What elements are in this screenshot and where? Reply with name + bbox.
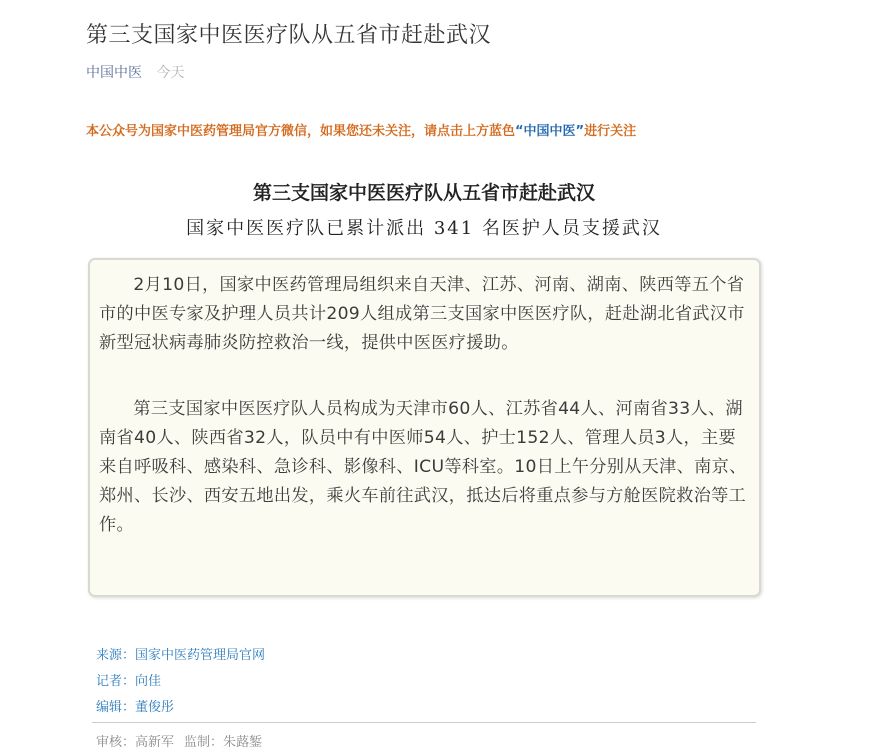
article-subheading: 国家中医医疗队已累计派出 341 名医护人员支援武汉	[186, 218, 662, 239]
footer-credits	[96, 731, 262, 750]
credit-source: 来源：国家中医药管理局官网	[96, 648, 266, 663]
paragraph: 2月10日，国家中医药管理局组织来自天津、江苏、河南、湖南、陕西等五个省市的中医专家及护理人员共计209人组成第三支国家中医医疗队，赶赴湖北省武汉市新型冠状病毒肺炎防控救治一线，提供中医医疗援助。	[99, 275, 745, 353]
article-title: 第三支国家中医医疗队从五省市赶赴武汉	[86, 23, 492, 48]
notice-account-highlight: “中国中医”	[515, 124, 585, 139]
credit-reporter: 记者：向佳	[96, 674, 162, 689]
article-meta	[86, 62, 184, 82]
publish-date: 今天	[156, 65, 185, 81]
content-box	[88, 258, 761, 597]
account-link[interactable]: 中国中医	[86, 65, 142, 81]
notice-text-end: 进行关注	[584, 124, 637, 139]
article-heading: 第三支国家中医医疗队从五省市赶赴武汉	[252, 183, 595, 204]
divider	[92, 722, 756, 723]
follow-notice	[86, 120, 636, 139]
credit-editor: 编辑：董俊彤	[96, 700, 175, 715]
credit-supervisor: 监制：朱蕗錾	[184, 735, 263, 750]
credits	[96, 643, 265, 721]
paragraph: 第三支国家中医医疗队人员构成为天津市60人、江苏省44人、河南省33人、湖南省40人、陕西省32人，队员中有中医师54人、护士152人、管理人员3人，主要来自呼吸科、感染科、急诊科、影像科、ICU等科室。10日上午分别从天津、南京、郑州、长沙、西安五地出发，乘火车前往武汉，抵达后将重点参与方舱医院救治等工作。	[99, 399, 747, 535]
credit-reviewer: 审核：高新军	[96, 735, 175, 750]
notice-text: 本公众号为国家中医药管理局官方微信，如果您还未关注，请点击上方蓝色	[86, 124, 516, 139]
